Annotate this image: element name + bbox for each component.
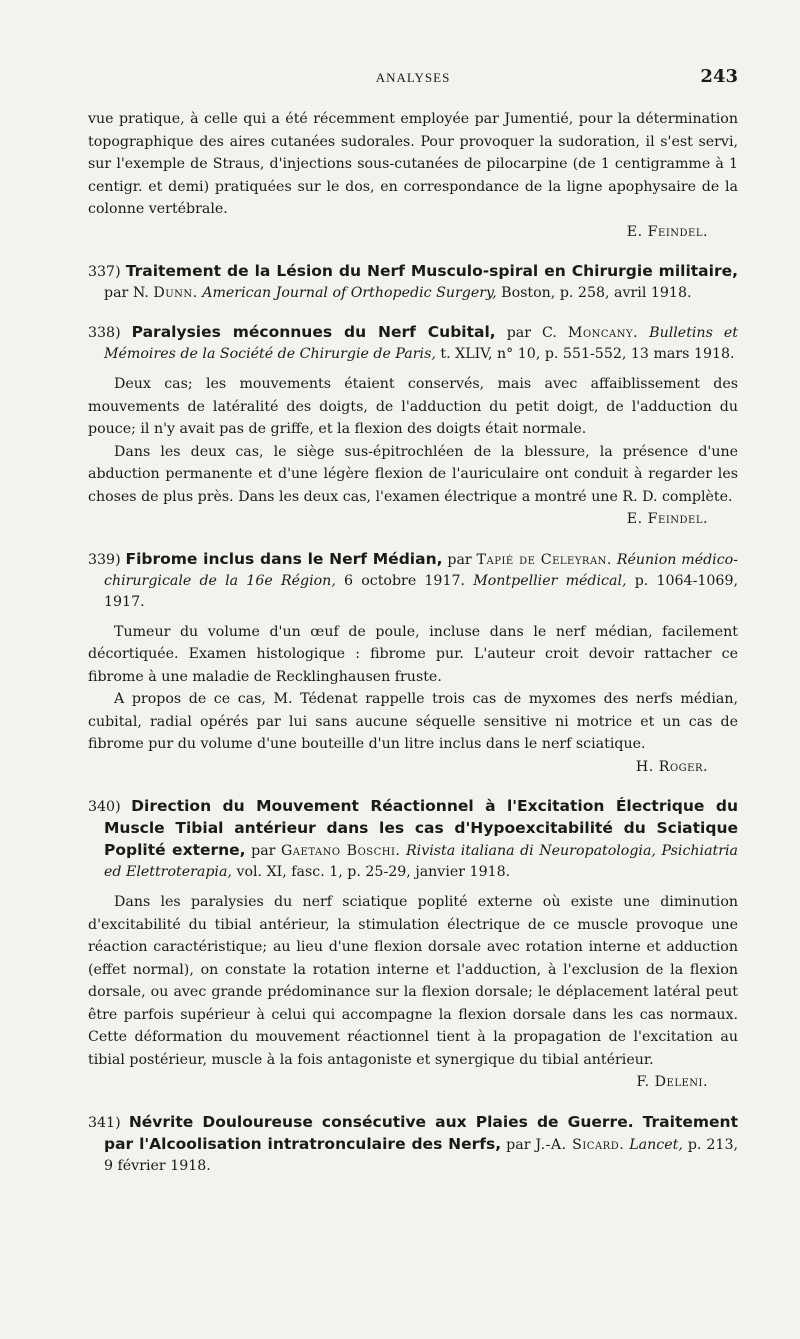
entry-339-paragraph-1: Tumeur du volume d'un œuf de poule, incluse dans le nerf médian, facilement décortiquée. Examen histologique : fibrome pur. L'auteur croit devoir rattacher ce fibrome à une maladie de Recklinghausen fruste. bbox=[88, 623, 738, 685]
entry-337-title: Traitement de la Lésion du Nerf Musculo-spiral en Chirurgie militaire, bbox=[125, 262, 738, 280]
entry-339-paragraph-2: A propos de ce cas, M. Tédenat rappelle trois cas de myxomes des nerfs médian, cubital, radial opérés par lui sans aucune séquelle sensitive ni motrice et un cas de fibrome pur du volume d'une bouteille d'un litre inclus dans le nerf sciatique. bbox=[88, 691, 738, 752]
entry-341-journal: Lancet, bbox=[629, 1136, 683, 1153]
entry-339-journal: Réunion médico-chirurgicale de la 16e Région, bbox=[104, 551, 738, 589]
intro-paragraph: vue pratique, à celle qui a été récemment employée par Jumentié, pour la détermination topographique des aires cutanées sudorales. Pour provoquer la sudoration, il s'est servi, sur l'exemple de Straus, d'injections sous-cutanées de pilocarpine (de 1 centigramme à 1 centigr. et demi) pratiquées sur le dos, en correspondance de la ligne apophysaire de la colonne vertébrale. bbox=[88, 111, 738, 217]
intro-signature: E. Feindel. bbox=[626, 223, 708, 240]
entry-340 bbox=[88, 796, 738, 1094]
entry-340-paragraph-1: Dans les paralysies du nerf sciatique poplité externe où existe une diminution d'excitabilité du tibial antérieur, la stimulation électrique de ce muscle provoque une réaction caractéristique; au lieu d'une flexion dorsale avec rotation interne et adduction (effet normal), on constate la rotation interne et l'adduction, à l'exclusion de la flexion dorsale, ou avec grande prédominance sur la flexion dorsale; le déplacement latéral peut être parfois supérieur à celui qui accompagne la flexion dorsale dans les cas normaux. Cette déformation du mouvement réactionnel tient à la propagation de l'excitation au tibial postérieur, muscle à la fois antagoniste et synergique du tibial antérieur. bbox=[88, 894, 738, 1068]
entry-339-signature: H. Roger. bbox=[635, 758, 708, 775]
entry-338-title: Paralysies méconnues du Nerf Cubital, bbox=[131, 323, 496, 341]
entry-340-author: Gaetano Boschi. bbox=[280, 843, 401, 859]
entry-341-title: Névrite Douloureuse consécutive aux Plaies de Guerre. Traitement par l'Alcoolisation intratronculaire des Nerfs, bbox=[104, 1112, 738, 1153]
running-header bbox=[88, 66, 738, 96]
page-number: 243 bbox=[700, 66, 738, 87]
entry-338 bbox=[88, 322, 738, 531]
entry-339-journal-2: Montpellier médical, bbox=[473, 572, 627, 589]
header-title: ANALYSES bbox=[375, 70, 451, 85]
entry-339-title: Fibrome inclus dans le Nerf Médian, bbox=[125, 549, 443, 568]
entry-339 bbox=[88, 549, 738, 779]
entry-337 bbox=[88, 261, 738, 304]
entry-337-heading: 337) Traitement de la Lésion du Nerf Musculo-spiral en Chirurgie militaire, par N. Dunn. American Journal of Orthopedic Surgery, Boston, p. 258, avril 1918. bbox=[88, 262, 738, 301]
entry-337-author: Dunn. bbox=[153, 285, 198, 301]
entry-341-heading: 341) Névrite Douloureuse consécutive aux Plaies de Guerre. Traitement par l'Alcoolisation intratronculaire des Nerfs, par J.-A. Sicard. Lancet, p. 213, 9 février 1918. bbox=[88, 1112, 739, 1174]
entry-341 bbox=[88, 1112, 738, 1177]
entry-338-paragraph-2: Dans les deux cas, le siège sus-épitrochléen de la blessure, la présence d'une abduction permanente et d'une légère flexion de l'auriculaire ont conduit à regarder les choses de plus près. Dans les deux cas, l'examen électrique a montré une R. D. complète. bbox=[88, 443, 738, 505]
entry-338-signature: E. Feindel. bbox=[626, 511, 708, 527]
entry-338-author: Moncany. bbox=[567, 325, 639, 341]
page-body bbox=[88, 108, 738, 1177]
entry-337-journal: American Journal of Orthopedic Surgery, bbox=[202, 285, 497, 301]
entry-338-paragraph-1: Deux cas; les mouvements étaient conservés, mais avec affaiblissement des mouvements de latéralité des doigts, de l'adduction du petit doigt, de l'adduction du pouce; il n'y avait pas de griffe, et la flexion des doigts était normale. bbox=[88, 376, 738, 437]
entry-340-heading: 340) Direction du Mouvement Réactionnel à l'Excitation Électrique du Muscle Tibial antérieur dans les cas d'Hypoexcitabilité du Sciatique Poplité externe, par Gaetano Boschi. Rivista italiana di Neuropatologia, Psichiatria ed Elettroterapia, vol. XI, fasc. 1, p. 25-29, janvier 1918. bbox=[88, 797, 739, 880]
entry-340-journal: Rivista italiana di Neuropatologia, Psichiatria ed Elettroterapia, bbox=[104, 843, 739, 880]
entry-338-heading: 338) Paralysies méconnues du Nerf Cubital, par C. Moncany. Bulletins et Mémoires de la Société de Chirurgie de Paris, t. XLIV, n° 10, p. 551-552, 13 mars 1918. bbox=[88, 323, 738, 362]
entry-341-author: J.-A. Sicard. bbox=[535, 1136, 625, 1153]
entry-340-signature: F. Deleni. bbox=[636, 1074, 708, 1090]
entry-338-journal: Bulletins et Mémoires de la Société de Chirurgie de Paris, bbox=[104, 325, 738, 362]
entry-339-author: Tapié de Celeyran. bbox=[476, 551, 612, 568]
entry-340-title: Direction du Mouvement Réactionnel à l'Excitation Électrique du Muscle Tibial antérieur dans les cas d'Hypoexcitabilité du Sciatique Poplité externe, bbox=[104, 797, 738, 859]
entry-339-heading: 339) Fibrome inclus dans le Nerf Médian, par Tapié de Celeyran. Réunion médico-chirurgicale de la 16e Région, 6 octobre 1917. Montpellier médical, p. 1064-1069, 1917. bbox=[88, 549, 738, 610]
